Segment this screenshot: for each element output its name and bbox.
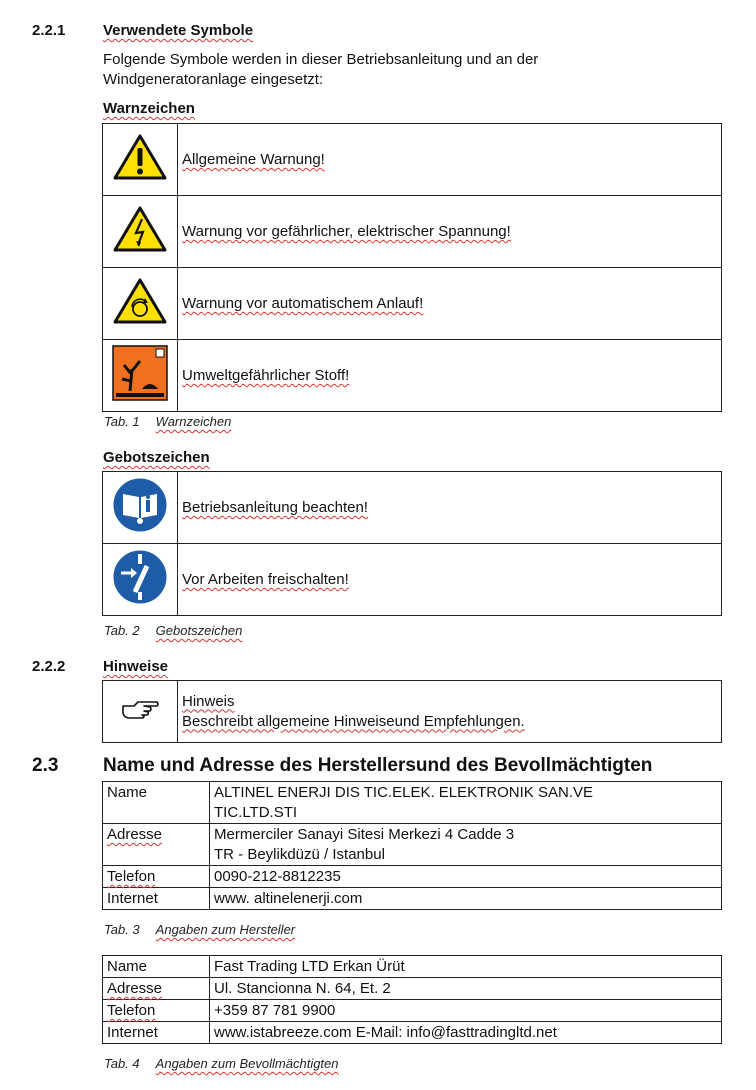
section-number-2-3: 2.3: [32, 755, 59, 776]
disconnect-before-work-icon: [111, 548, 169, 606]
note-row: [103, 681, 722, 743]
row-key: Name: [103, 782, 210, 824]
row-value: [210, 824, 722, 866]
warning-icon-cell: [103, 340, 178, 412]
mandatory-icon-cell: [103, 472, 178, 544]
row-value: +359 87 781 9900: [210, 1000, 722, 1022]
row-key-text: Adresse: [107, 826, 163, 843]
intro-paragraph: [103, 50, 538, 90]
general-warning-icon: [112, 133, 168, 181]
section-title-2-2-2: Hinweise: [103, 658, 169, 675]
value-line: TIC.LTD.STI: [214, 804, 298, 821]
row-key-text: Telefon: [107, 868, 156, 885]
warning-text-cell: [178, 124, 722, 196]
section-number-2-2-1: 2.2.1: [32, 22, 66, 39]
read-manual-icon: [111, 476, 169, 534]
manufacturer-row: [103, 888, 722, 910]
row-value: www.istabreeze.com E-Mail: info@fasttradingltd.net: [210, 1022, 722, 1044]
row-key: [103, 978, 210, 1000]
representative-row: [103, 1022, 722, 1044]
automatic-start-warning-icon: [112, 277, 168, 325]
mandatory-icon-cell: [103, 544, 178, 616]
value-line: Mermerciler Sanayi Sitesi Merkezi 4 Cadde 3: [214, 826, 515, 843]
electrical-voltage-warning-icon: [112, 205, 168, 253]
row-key: Internet: [103, 888, 210, 910]
section-number-2-2-2: 2.2.2: [32, 658, 66, 675]
row-value: www. altinelenerji.com: [210, 888, 722, 910]
value-line: TR - Beylikdüzü / Istanbul: [214, 846, 385, 863]
table-caption-2: [104, 623, 242, 638]
mandatory-row: [103, 544, 722, 616]
row-key-text: Adresse: [107, 980, 163, 997]
note-icon-cell: [103, 681, 178, 743]
table-caption-1: [104, 414, 231, 429]
row-value: [210, 782, 722, 824]
row-value: Ul. Stancionna N. 64, Et. 2: [210, 978, 722, 1000]
section-title-2-2-1: Verwendete Symbole: [103, 22, 254, 39]
section-title-2-3: Name und Adresse des Herstellersund des Bevollmächtigten: [103, 755, 653, 776]
mandatory-row: [103, 472, 722, 544]
mandatory-signs-table: [102, 471, 722, 616]
value-line: ALTINEL ENERJI DIS TIC.ELEK. ELEKTRONIK SAN.VE: [214, 784, 593, 801]
caption-number: Tab. 1: [104, 414, 140, 429]
representative-table: [102, 955, 722, 1044]
representative-row: [103, 1000, 722, 1022]
warning-row: [103, 124, 722, 196]
pointing-hand-icon: [120, 697, 160, 721]
row-key: Name: [103, 956, 210, 978]
row-key-text: Telefon: [107, 1002, 156, 1019]
mandatory-text: Vor Arbeiten freischalten!: [182, 571, 349, 588]
mandatory-text-cell: [178, 472, 722, 544]
warning-text: Warnung vor automatischem Anlauf!: [182, 295, 424, 312]
note-text-cell: [178, 681, 722, 743]
warning-icon-cell: [103, 124, 178, 196]
caption-number: Tab. 4: [104, 1056, 140, 1071]
caption-title: Warnzeichen: [155, 414, 232, 429]
table-caption-4: [104, 1056, 339, 1071]
caption-title: Angaben zum Bevollmächtigten: [155, 1056, 339, 1071]
caption-number: Tab. 2: [104, 623, 140, 638]
row-value: Fast Trading LTD Erkan Ürüt: [210, 956, 722, 978]
warning-text: Umweltgefährlicher Stoff!: [182, 367, 350, 384]
environmental-hazard-icon: [112, 345, 168, 401]
warning-icon-cell: [103, 268, 178, 340]
representative-row: [103, 956, 722, 978]
warning-row: [103, 340, 722, 412]
caption-title: Gebotszeichen: [155, 623, 243, 638]
intro-line-1: Folgende Symbole werden in dieser Betriebsanleitung und an der: [103, 51, 539, 68]
note-title: Hinweis: [182, 692, 235, 710]
mandatory-text: Betriebsanleitung beachten!: [182, 499, 368, 516]
warning-signs-table: [102, 123, 722, 412]
row-key: [103, 824, 210, 866]
manufacturer-row: [103, 782, 722, 824]
manufacturer-row: [103, 866, 722, 888]
warning-text: Warnung vor gefährlicher, elektrischer Spannung!: [182, 223, 511, 240]
warning-text: Allgemeine Warnung!: [182, 151, 325, 168]
note-text: Beschreibt allgemeine Hinweiseund Empfehlungen.: [182, 712, 525, 730]
row-key: [103, 866, 210, 888]
caption-title: Angaben zum Hersteller: [155, 922, 296, 937]
warning-row: [103, 268, 722, 340]
mandatory-text-cell: [178, 544, 722, 616]
row-value: 0090-212-8812235: [210, 866, 722, 888]
row-key: [103, 1000, 210, 1022]
note-table: [102, 680, 722, 743]
row-key: Internet: [103, 1022, 210, 1044]
intro-line-2: Windgeneratoranlage eingesetzt:: [103, 71, 324, 88]
warning-row: [103, 196, 722, 268]
table-caption-3: [104, 922, 295, 937]
manufacturer-table: [102, 781, 722, 910]
warning-icon-cell: [103, 196, 178, 268]
warn-heading: Warnzeichen: [103, 100, 195, 117]
warning-text-cell: [178, 268, 722, 340]
mandatory-heading: Gebotszeichen: [103, 449, 210, 466]
warning-text-cell: [178, 196, 722, 268]
representative-row: [103, 978, 722, 1000]
caption-number: Tab. 3: [104, 922, 140, 937]
manufacturer-row: [103, 824, 722, 866]
warning-text-cell: [178, 340, 722, 412]
